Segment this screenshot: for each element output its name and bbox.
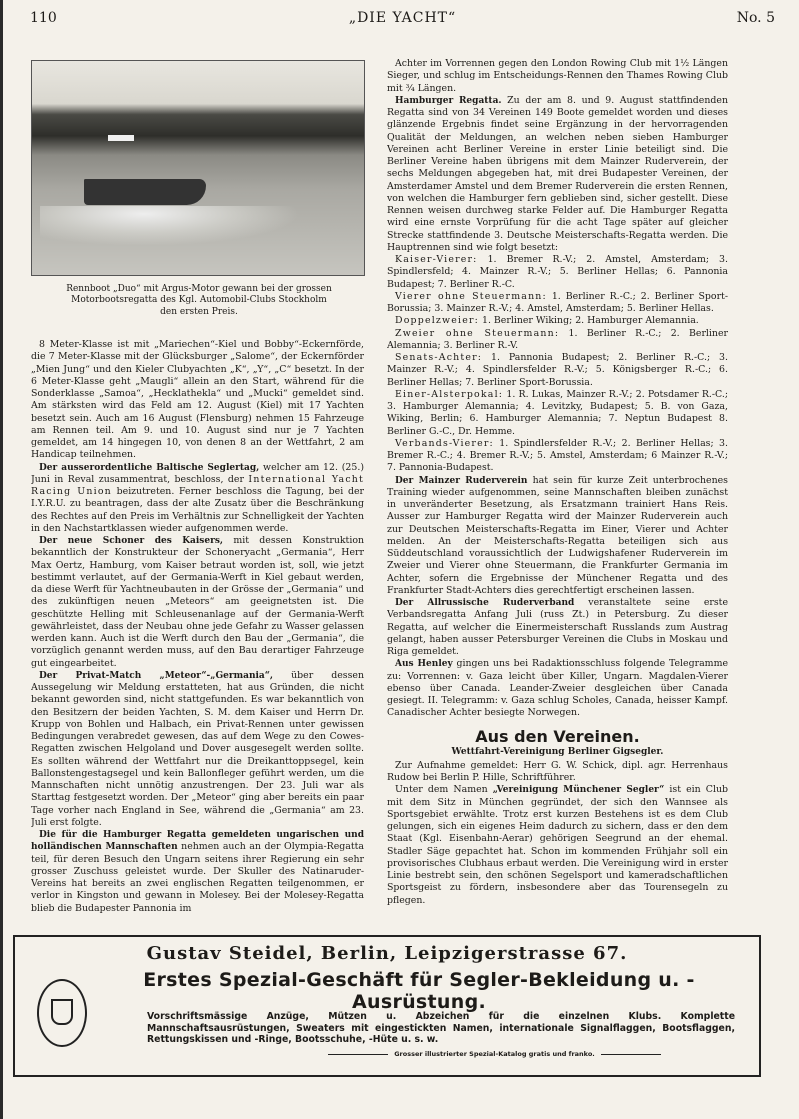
- section-subtitle: Wettfahrt-Vereinigung Berliner Gigsegler.: [451, 746, 664, 757]
- paragraph-heading: Der Allrussische Ruderverband: [395, 598, 575, 608]
- section-title: Aus den Vereinen.: [475, 726, 640, 746]
- result-line: Doppelzweier: 1. Berliner Wiking; 2. Hamburger Alemannia.: [395, 315, 699, 327]
- result-line: Verbands-Vierer: 1. Spindlersfelder R.-V.; 2. Berliner Hellas; 3. Bremer R.-C.; 4. Bremer R.-V.; 5. Amstel, Amsterdam; 6 Mainzer R.-V.; 7. Pannonia-Budapest.: [387, 437, 728, 474]
- result-line: Kaiser-Vierer: 1. Bremer R.-V.; 2. Amstel, Amsterdam; 3. Spindlersfeld; 4. Mainzer R.-V.; 5. Berliner Hellas; 6. Pannonia Budapest; 7. Berliner R.-C.: [387, 254, 728, 290]
- page-edge-shadow: [0, 0, 3, 1119]
- paragraph: 8 Meter-Klasse ist mit „Mariechen“-Kiel und Bobby“-Eckernförde, die 7 Meter-Klasse mit der Glücksburger „Salome“, der Eckernförder „Mien Jung“ und den Kieler Clubyachten „K“, „Y“, „C“ besetzt. In der 6 Meter-Klasse geht „Maugli“ allein an den Start, während für die Sonderklasse „Samoa“, „Hecklathekla“ und „Mucki“ gemeldet sind. Am stärksten wird das Feld am 12. August (Kiel) mit 17 Yachten besetzt sein. Auch am 16 August (Flensburg) nehmen 15 Fahrzeuge am Rennen teil. Am 9. und 10. August sind nur je 7 Yachten gemeldet, am 14 hingegen 10, von denen 8 an der Wettfahrt, 2 am Handicap teilnehmen.: [31, 339, 364, 461]
- paragraph: Die für die Hamburger Regatta gemeldeten ungarischen und holländischen Mannschaften nehmen auch an der Olympia-Regatta teil, für deren Besuch den Ungarn seitens ihrer Regierung ein sehr grosser Zuschuss geleistet wurde. Der Skuller des Natinaruder-Vereins hat bereits an zwei englischen Regatten teilgenommen, er verlor in Kingston und gewann in Molesey. Bei der Molesey-Regatta blieb die Budapester Pannonia im: [31, 830, 364, 914]
- advertisement: [13, 935, 761, 1077]
- left-column: [31, 339, 364, 921]
- paragraph-heading: Aus Henley: [395, 659, 453, 670]
- paragraph: Der Privat-Match „Meteor“-„Germania“, über dessen Aussegelung wir Meldung erstatteten, hat aus Gründen, die nicht bekannt geworden sind, nicht stattgefunden. Es war bekanntlich von den Besitzern der beiden Yachten, S. M. dem Kaiser und Herrn Dr. Krupp von Bohlen und Halbach, ein Privat-Rennen unter gewissen Bedingungen verabredet gewesen, das auf dem Wege zu den Cowes-Regatten zwischen Helgoland und Dover ausgesegelt werden sollte. Es sollten während der Wettfahrt nur die Dreikanttoppsegel, kein Ballonstengestagsegel und kein Ballonfleger geführt werden, um die Mannschaften nicht unnötig anzustrengen. Der 23. Juli war als Starttag festgesetzt worden. Der „Meteor“ ging aber bereits ein paar Tage vorher nach England in See, während die „Germania“ am 23. Juli erst folgte.: [31, 669, 364, 828]
- paragraph-heading: Der Mainzer Ruderverein: [395, 475, 528, 486]
- paragraph-heading: „Vereinigung Münchener Segler“: [492, 785, 665, 796]
- photo-caption: Rennboot „Duo“ mit Argus-Motor gewann bei der grossen Motorbootsregatta des Kgl. Automobil-Clubs Stockholm den ersten Preis.: [66, 284, 332, 317]
- race-boat: [84, 179, 206, 205]
- result-line: Zweier ohne Steuermann: 1. Berliner R.-C.; 2. Berliner Alemannia; 3. Berliner R.-V.: [387, 327, 728, 351]
- paragraph: Der Allrussische Ruderverband veranstaltete seine erste Verbandsregatta Anfang Juli (russ Zt.) in Petersburg. Zu dieser Regatta, auf welcher die Einermeisterschaft Russlands zum Austrag gelangt, haben ausser Petersburger Vereinen die Clubs in Moskau und Riga gemeldet.: [387, 597, 728, 657]
- issue-number: No. 5: [736, 10, 775, 26]
- ad-product-list: Vorschriftsmässige Anzüge, Mützen u. Abzeichen für die einzelnen Klubs. Komplette Mannschaftsausrüstungen, Sweaters mit eingestickten Namen, internationale Signalflaggen, Bootsflaggen, Rettungskissen und -Ringe, Bootsschuhe, -Hüte u. s. w.: [147, 1011, 735, 1045]
- paragraph: Der ausserordentliche Baltische Seglertag, welcher am 12. (25.) Juni in Reval zusammentrat, beschloss, der International Yacht Racing Union beizutreten. Ferner beschloss die Tagung, bei der I.Y.R.U. zu beantragen, dass der alte Zusatz über die Beschränkung des Rechtes auf den Preis im Verhältnis zur Schnelligkeit der Yachten in den Nachstartklassen wieder aufgenommen werde.: [31, 461, 364, 534]
- page-header: [30, 10, 775, 32]
- boat-wake: [40, 206, 300, 246]
- right-column: [387, 58, 728, 920]
- paragraph-heading: Der ausserordentliche Baltische Seglertag,: [39, 462, 260, 473]
- result-line: Einer-Alsterpokal: 1. R. Lukas, Mainzer R.-V.; 2. Potsdamer R.-C.; 3. Hamburger Alemannia; 4. Levitzky, Budapest; 5. B. von Gaza, Wiking, Berlin; 6. Hamburger Alemannia; 7. Neptun Budapest 8. Berliner G.-C., Dr. Hemme.: [387, 388, 728, 437]
- paragraph: Der Mainzer Ruderverein hat sein für kurze Zeit unterbrochenes Training wieder aufgenommen, seine Mannschaften bleiben zunächst in unveränderter Besetzung, als Ersatzmann trainiert Hans Reis. Ausser zur Hamburger Regatta wird der Mainzer Ruderverein auch zur Deutschen Meisterschafts-Regatta im Einer, Vierer und Achter melden. An der Meisterschafts-Regatta beteiligen sich aus Süddeutschland voraussichtlich der Ludwigshafener Ruderverein im Zweier und Vierer ohne Steuermann, die Frankfurter Germania im Achter, sofern die Ergebnisse der Münchener Regatta und des Frankfurter Stadt-Achters dies gerechtfertigt erscheinen lassen.: [387, 474, 728, 596]
- ad-catalog-note: Grosser illustrierter Spezial-Katalog gratis und franko.: [250, 1050, 739, 1058]
- paragraph: Der neue Schoner des Kaisers, mit dessen Konstruktion bekanntlich der Konstrukteur der Schoneryacht „Germania“, Herr Max Oertz, Hamburg, vom Kaiser betraut worden ist, soll, wie jetzt bestimmt verlautet, auf der Germania-Werft in Kiel gebaut werden, da diese Werft für Yachtneubauten in der Grösse der „Germania“ und des zukünftigen neuen „Meteors“ am geeignetsten ist. Die geschützte Helling mit Schleusenanlage auf der Germania-Werft gewährleistet, dass der Neubau ohne jede Gefahr zu Wasser gelassen werden kann. Auch ist die Werft durch den Bau der „Germania“, die vorzüglich genannt werden muss, auf den Bau derartiger Fahrzeuge gut eingearbeitet.: [31, 535, 364, 669]
- paragraph: Hamburger Regatta. Zu der am 8. und 9. August stattfindenden Regatta sind von 34 Vereinen 149 Boote gemeldet worden und dieses glänzende Ergebnis findet seine Ergänzung in der hervorragenden Qualität der Meldungen, an welchen neben sieben Hamburger Vereinen acht Berliner Vereine in erster Linie beteiligt sind. Die Berliner Vereine haben übrigens mit dem Mainzer Ruderverein, der sechs Meldungen abgegeben hat, mit drei Budapester Vereinen, der Amsterdamer Amstel und dem Bremer Ruderverein die ersten Rennen, von welchen die Hamburger fern geblieben sind, sicher gestellt. Diese Rennen weisen durchweg starke Felder auf. Die Hamburger Regatta wird eine ernste Vorprüfung für die acht Tage später auf gleicher Strecke stattfindende 3. Deutsche Meisterschafts-Regatta werden. Die Hauptrennen sind wie folgt besetzt:: [387, 94, 728, 253]
- magazine-title: „DIE YACHT“: [348, 10, 457, 26]
- paragraph-heading: Hamburger Regatta.: [395, 95, 502, 106]
- ad-headline: Erstes Spezial-Geschäft für Segler-Bekleidung u. -Ausrüstung.: [143, 969, 695, 1013]
- paragraph-heading: Der Privat-Match „Meteor“-„Germania“,: [39, 670, 274, 681]
- distant-boat: [108, 135, 134, 141]
- ad-company-line: Gustav Steidel, Berlin, Leipzigerstrasse 67.: [146, 943, 628, 964]
- paragraph: Aus Henley gingen uns bei Radaktionsschluss folgende Telegramme zu: Vorrennen: v. Gaza leicht über Killer, Ungarn. Magdalen-Vierer ebenso über Canada. Leander-Zweier desgleichen über Canada gesiegt. II. Telegramm: v. Gaza schlug Scholes, Canada, heisser Kampf. Canadischer Achter besiegte Norwegen.: [387, 658, 728, 719]
- result-line: Vierer ohne Steuermann: 1. Berliner R.-C.; 2. Berliner Sport-Borussia; 3. Mainzer R.-V.; 4. Amstel, Amsterdam; 5. Berliner Hellas.: [387, 290, 728, 314]
- race-boat-photo: [31, 60, 365, 276]
- paragraph: Zur Aufnahme gemeldet: Herr G. W. Schick, dipl. agr. Herrenhaus Rudow bei Berlin P. Hille, Schriftführer.: [387, 759, 728, 783]
- paragraph: Unter dem Namen „Vereinigung Münchener Segler“ ist ein Club mit dem Sitz in München gegründet, der sich den Wannsee als Sportsgebiet erwählte. Trotz erst kurzen Bestehens ist es dem Club gelungen, sich ein eigenes Heim dadurch zu sichern, dass er den dem Staat (Kgl. Eisenbahn-Aerar) gehörigen Seegrund an der ehemal. Stadler Säge gepachtet hat. Schon im kommenden Frühjahr soll ein provisorisches Clubhaus erbaut werden. Die Vereinigung wird in erster Linie bestrebt sein, den schönen Segelsport und kameradschaftlichen Sportsgeist zu fördern, insbesondere aber das Tourensegeln zu pflegen.: [387, 784, 728, 906]
- paragraph-heading: Die für die Hamburger Regatta gemeldeten ungarischen und holländischen Mannschaften: [31, 830, 364, 853]
- result-line: Senats-Achter: 1. Pannonia Budapest; 2. Berliner R.-C.; 3. Mainzer R.-V.; 4. Spindlersfelder R.-V.; 5. Königsberger R.-C.; 6. Berliner Hellas; 7. Berliner Sport-Borussia.: [387, 352, 728, 388]
- paragraph-heading: Der neue Schoner des Kaisers,: [39, 536, 224, 546]
- page-number: 110: [30, 10, 57, 26]
- paragraph: Achter im Vorrennen gegen den London Rowing Club mit 1½ Längen Sieger, und schlug im Entscheidungs-Rennen den Thames Rowing Club mit ¾ Längen.: [387, 58, 728, 94]
- crest-icon: [37, 979, 87, 1047]
